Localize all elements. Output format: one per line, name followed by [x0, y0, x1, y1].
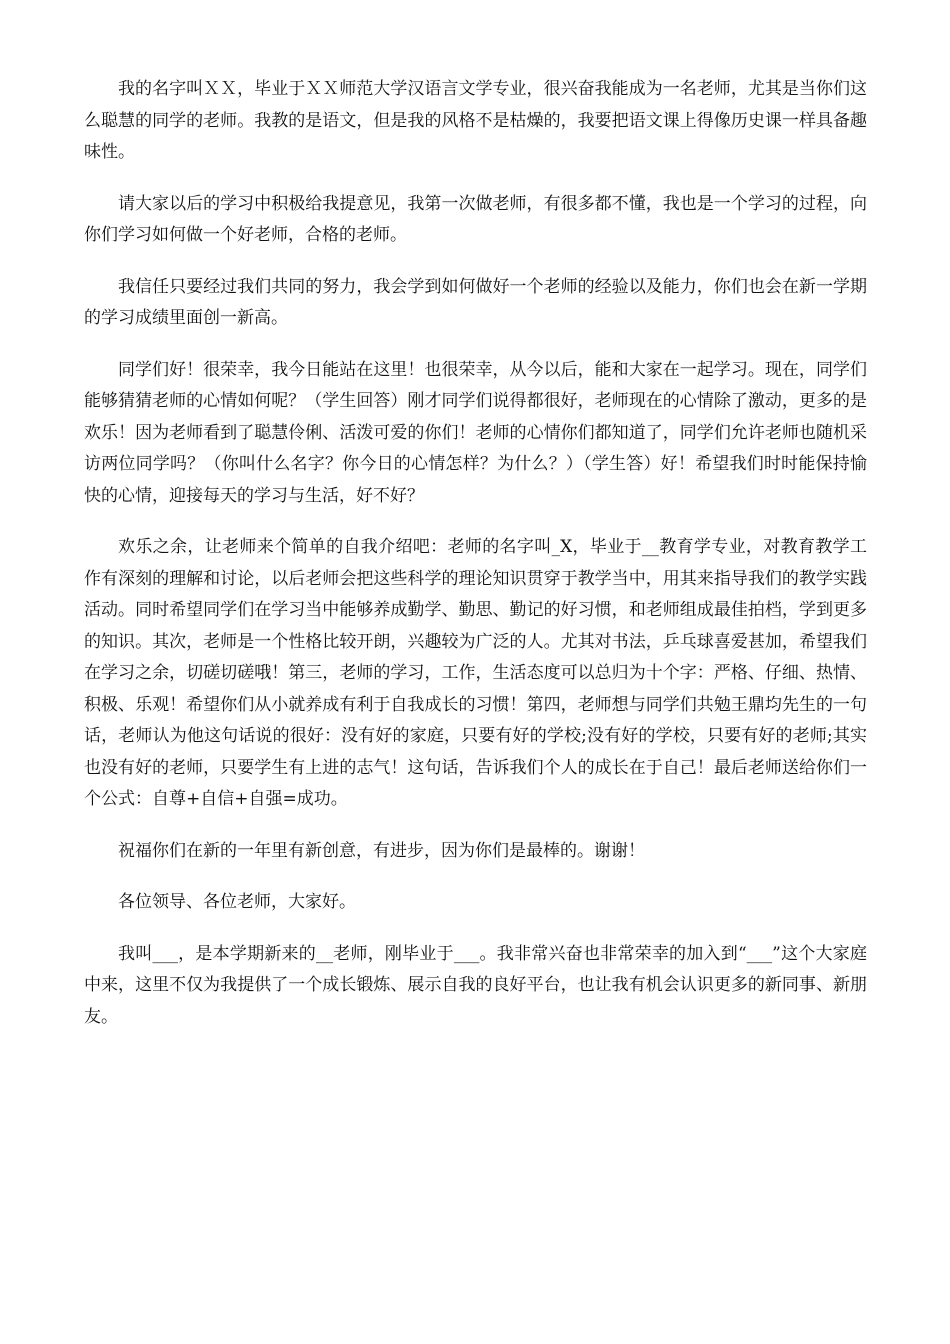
document-page — [84, 74, 867, 1053]
paragraph-blessing: 祝福你们在新的一年里有新创意，有进步，因为你们是最棒的。谢谢！ — [118, 840, 645, 861]
paragraph-new-teacher: 我叫___，是本学期新来的__老师，刚毕业于___。我非常兴奋也非常荣幸的加入到“___”这个大家庭中来，这里不仅为我提供了一个成长锻炼、展示自我的良好平台，也让我有机会认识更多的新同事、新朋友。 — [84, 943, 867, 1027]
paragraph-greeting-students: 同学们好！很荣幸，我今日能站在这里！也很荣幸，从今以后，能和大家在一起学习。现在，同学们能够猜猜老师的心情如何呢？（学生回答）刚才同学们说得都很好，老师现在的心情除了激动，更多的是欢乐！因为老师看到了聪慧伶俐、活泼可爱的你们！老师的心情你们都知道了，同学们允许老师也随机采访两位同学吗？（你叫什么名字？你今日的心情怎样？为什么？）（学生答）好！希望我们时时能保持愉快的心情，迎接每天的学习与生活，好不好？ — [84, 359, 867, 506]
paragraph-shared-effort: 我信任只要经过我们共同的努力，我会学到如何做好一个老师的经验以及能力，你们也会在新一学期的学习成绩里面创一新高。 — [84, 276, 867, 328]
paragraph-self-introduction: 欢乐之余，让老师来个简单的自我介绍吧：老师的名字叫_X，毕业于__教育学专业，对教育教学工作有深刻的理解和讨论，以后老师会把这些科学的理论知识贯穿于教学当中，用其来指导我们的教学实践活动。同时希望同学们在学习当中能够养成勤学、勤思、勤记的好习惯，和老师组成最佳拍档，学到更多的知识。其次，老师是一个性格比较开朗，兴趣较为广泛的人。尤其对书法，乒乓球喜爱甚加，希望我们在学习之余，切磋切磋哦！第三，老师的学习，工作，生活态度可以总归为十个字：严格、仔细、热情、积极、乐观！希望你们从小就养成有利于自我成长的习惯！第四，老师想与同学们共勉王鼎均先生的一句话，老师认为他这句话说的很好：没有好的家庭，只要有好的学校;没有好的学校，只要有好的老师;其实也没有好的老师，只要学生有上进的志气！这句话，告诉我们个人的成长在于自己！最后老师送给你们一个公式：自尊+自信+自强=成功。 — [84, 537, 867, 809]
paragraph-teacher-intro: 我的名字叫ＸＸ，毕业于ＸＸ师范大学汉语言文学专业，很兴奋我能成为一名老师，尤其是当你们这么聪慧的同学的老师。我教的是语文，但是我的风格不是枯燥的，我要把语文课上得像历史课一样具备趣味性。 — [84, 79, 867, 162]
paragraph-address-leaders: 各位领导、各位老师，大家好。 — [118, 892, 356, 912]
paragraph-feedback-request: 请大家以后的学习中积极给我提意见，我第一次做老师，有很多都不懂，我也是一个学习的过程，向你们学习如何做一个好老师，合格的老师。 — [84, 193, 867, 245]
